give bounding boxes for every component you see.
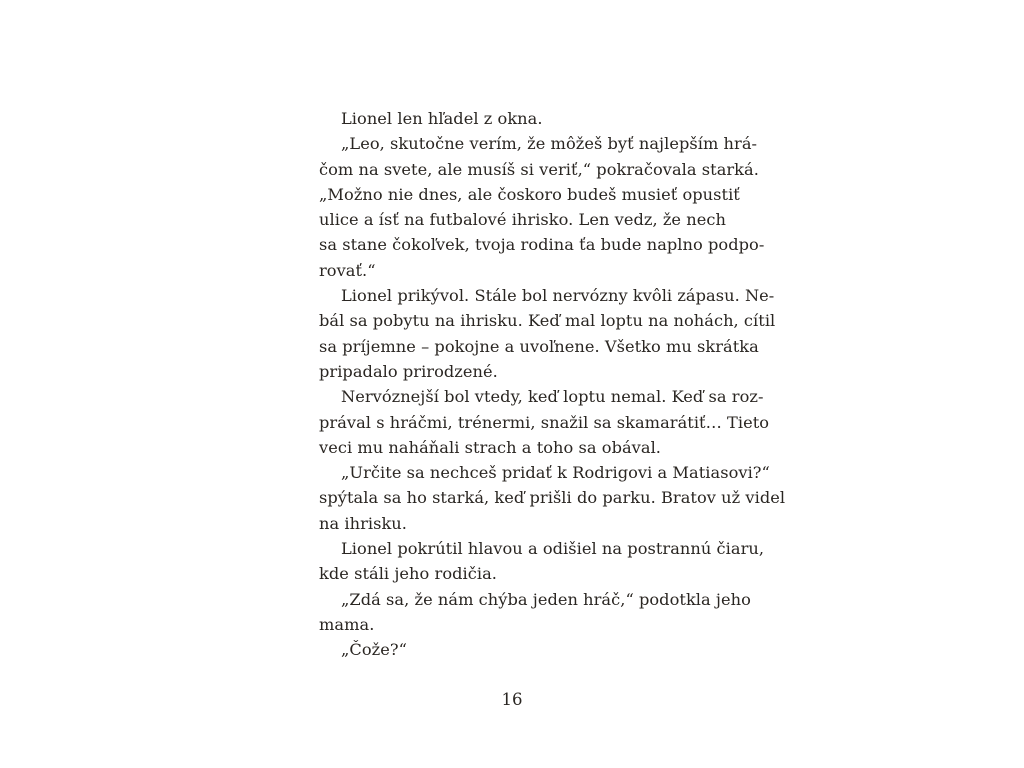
text-line: „Určite sa nechceš pridať k Rodrigovi a Matiasovi?“ xyxy=(341,463,770,483)
text-line: Lionel pokrútil hlavou a odišiel na postrannú čiaru, xyxy=(341,539,765,559)
text-line: Lionel len hľadel z okna. xyxy=(341,109,543,128)
text-line: Nervóznejší bol vtedy, keď loptu nemal. Keď sa roz- xyxy=(341,387,764,407)
text-line: čom na svete, ale musíš si veriť,“ pokračovala starká. xyxy=(319,159,759,179)
text-line: mama. xyxy=(319,614,375,634)
text-line: kde stáli jeho rodičia. xyxy=(319,564,497,584)
text-line: „Zdá sa, že nám chýba jeden hráč,“ podotkla jeho xyxy=(341,589,751,609)
text-line: prával s hráčmi, trénermi, snažil sa skamarátiť… Tieto xyxy=(319,412,770,432)
text-line: pripadalo prirodzené. xyxy=(319,361,498,381)
text-line: spýtala sa ho starká, keď prišli do parku. Bratov už videl xyxy=(319,488,786,508)
text-line: „Čože?“ xyxy=(341,640,407,660)
text-line: „Leo, skutočne verím, že môžeš byť najlepším hrá- xyxy=(341,134,758,154)
text-line: rovať.“ xyxy=(319,260,376,280)
text-line: na ihrisku. xyxy=(319,513,407,533)
text-line: Lionel prikývol. Stále bol nervózny kvôli zápasu. Ne- xyxy=(341,286,775,306)
text-line: bál sa pobytu na ihrisku. Keď mal loptu na nohách, cítil xyxy=(319,311,776,331)
page-number: 16 xyxy=(501,690,523,709)
text-line: veci mu naháňali strach a toho sa obával. xyxy=(319,437,661,457)
text-line: ulice a ísť na futbalové ihrisko. Len vedz, že nech xyxy=(319,210,726,230)
text-line: „Možno nie dnes, ale čoskoro budeš musieť opustiť xyxy=(319,184,740,204)
text-line: sa príjemne – pokojne a uvoľnene. Všetko mu skrátka xyxy=(319,336,759,356)
body-text xyxy=(319,106,786,663)
text-line: sa stane čokoľvek, tvoja rodina ťa bude naplno podpo- xyxy=(319,235,765,255)
